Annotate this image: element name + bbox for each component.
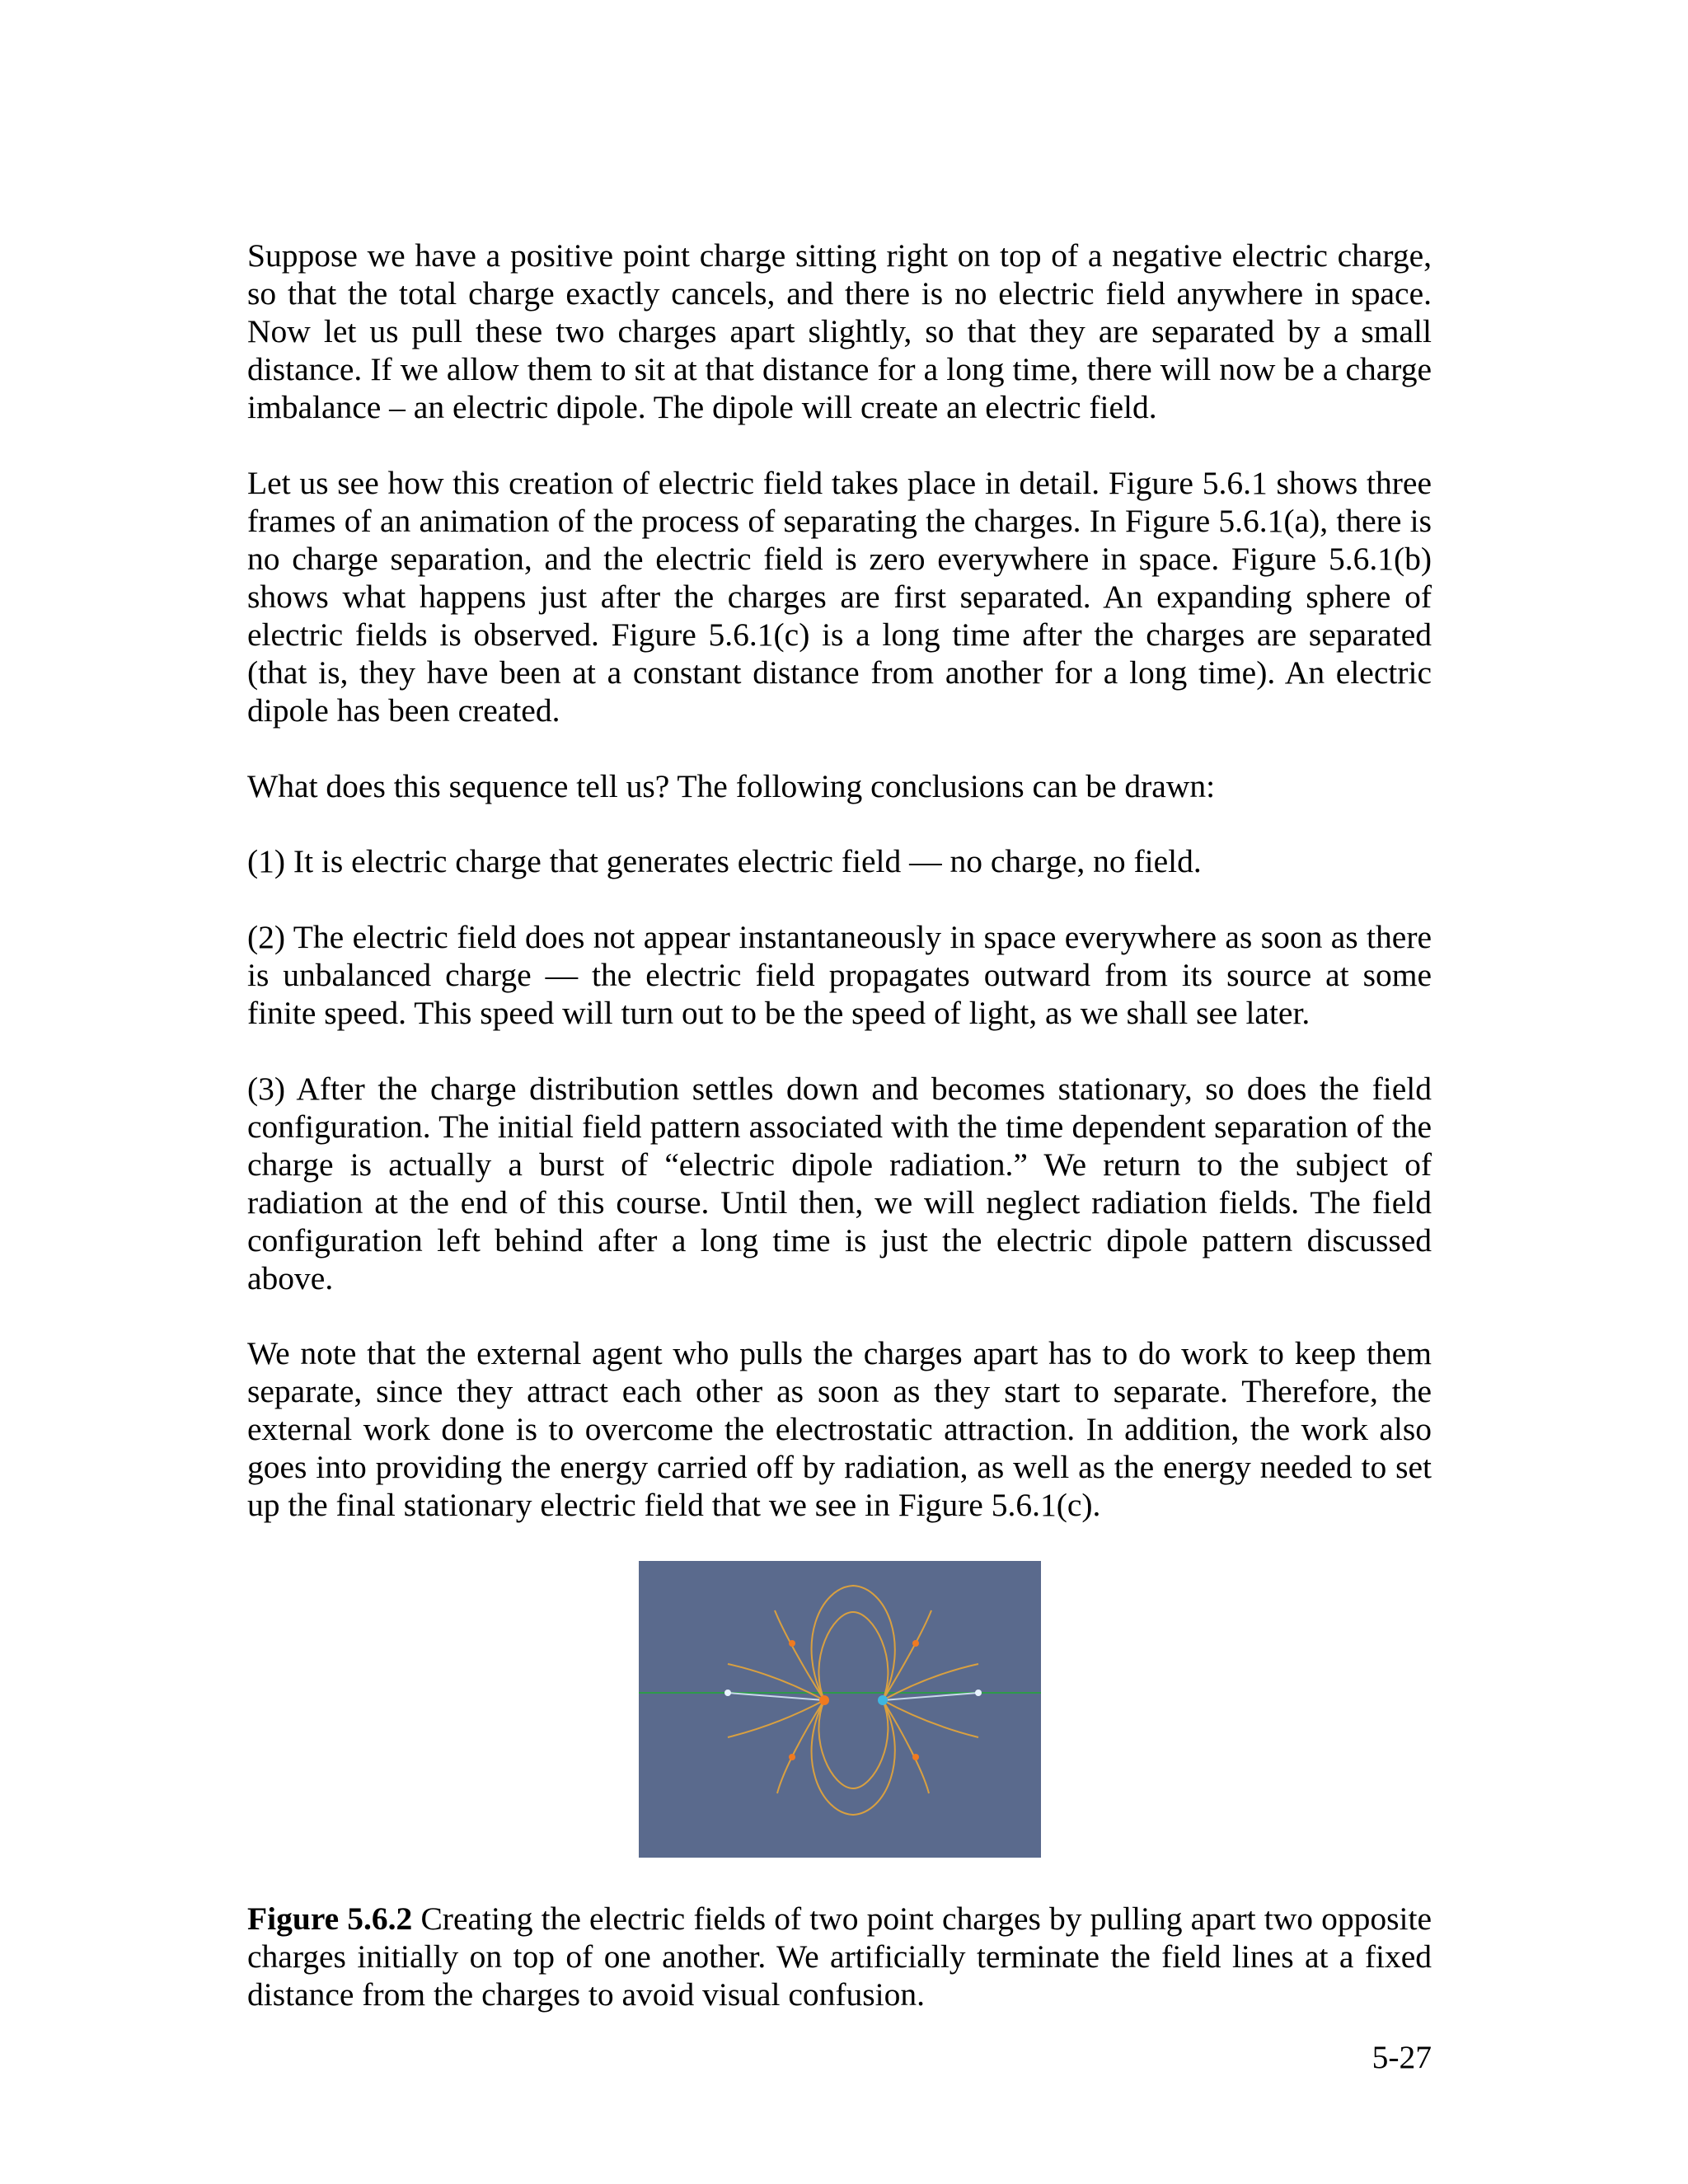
figure-caption-text: Creating the electric fields of two point charges by pulling apart two opposite charges initially on top of one another. We artificially terminate the field lines at a fixed distance from the charges to avoid visual confusion. bbox=[247, 1900, 1432, 2013]
dipole-field-figure bbox=[639, 1561, 1041, 1858]
field-marker bbox=[789, 1754, 795, 1760]
field-line-pos-up bbox=[775, 1610, 824, 1700]
paragraph-conclusion-2: (2) The electric field does not appear instantaneously in space everywhere as soon as there is unbalanced charge — the electric field propagates outward from its source at some finite speed. This speed will turn out to be the speed of light, as we shall see later. bbox=[247, 919, 1432, 1031]
paragraph-dipole-intro: Suppose we have a positive point charge sitting right on top of a negative electric charge, so that the total charge exactly cancels, and there is no electric field anywhere in space. Now let us pull these two charges apart slightly, so that they are separated by a small distance. If we allow them to sit at that distance for a long time, there will now be a charge imbalance – an electric dipole. The dipole will create an electric field. bbox=[247, 237, 1432, 425]
field-loop-bottom-inner bbox=[818, 1700, 888, 1788]
negative-charge bbox=[878, 1695, 888, 1705]
field-line-pos-upleft bbox=[728, 1664, 824, 1700]
figure-caption bbox=[247, 1900, 1432, 2013]
field-line-pos-downleft bbox=[728, 1700, 824, 1737]
field-marker bbox=[912, 1754, 919, 1760]
field-line-neg-upright bbox=[883, 1664, 978, 1700]
positive-charge bbox=[819, 1695, 829, 1705]
dipole-field-illustration bbox=[639, 1561, 1041, 1858]
field-line-neg-downright bbox=[883, 1700, 978, 1737]
page-number: 5-27 bbox=[1372, 2039, 1432, 2075]
right-handle-point bbox=[975, 1690, 982, 1696]
field-marker bbox=[789, 1640, 795, 1647]
paragraph-sequence-question: What does this sequence tell us? The following conclusions can be drawn: bbox=[247, 768, 1216, 804]
left-handle-point bbox=[724, 1690, 731, 1696]
field-line-pos-down bbox=[777, 1700, 824, 1793]
paragraph-conclusion-1: (1) It is electric charge that generates electric field — no charge, no field. bbox=[247, 843, 1202, 879]
paragraph-conclusion-3: (3) After the charge distribution settles down and becomes stationary, so does the field configuration. The initial field pattern associated with the time dependent separation of the charge is actually a burst of “electric dipole radiation.” We return to the subject of radiation at the end of this course. Until then, we will neglect radiation fields. The field configuration left behind after a long time is just the electric dipole pattern discussed above. bbox=[247, 1071, 1432, 1296]
paragraph-field-creation: Let us see how this creation of electric field takes place in detail. Figure 5.6.1 shows three frames of an animation of the process of separating the charges. In Figure 5.6.1(a), there is no charge separation, and the electric field is zero everywhere in space. Figure 5.6.1(b) shows what happens just after the charges are first separated. An expanding sphere of electric fields is observed. Figure 5.6.1(c) is a long time after the charges are separated (that is, they have been at a constant distance from another for a long time). An electric dipole has been created. bbox=[247, 465, 1432, 729]
right-pull-line bbox=[883, 1693, 978, 1700]
field-marker bbox=[912, 1640, 919, 1647]
left-pull-line bbox=[728, 1693, 824, 1700]
field-lines bbox=[728, 1586, 978, 1815]
figure-caption-label: Figure 5.6.2 bbox=[247, 1900, 413, 1937]
field-loop-top-inner bbox=[818, 1612, 888, 1700]
field-line-neg-up bbox=[883, 1610, 931, 1700]
paragraph-external-work: We note that the external agent who pulls the charges apart has to do work to keep them separate, since they attract each other as soon as they start to separate. Therefore, the external work done is to overcome the electrostatic attraction. In addition, the work also goes into providing the energy carried off by radiation, as well as the energy needed to set up the final stationary electric field that we see in Figure 5.6.1(c). bbox=[247, 1335, 1432, 1523]
